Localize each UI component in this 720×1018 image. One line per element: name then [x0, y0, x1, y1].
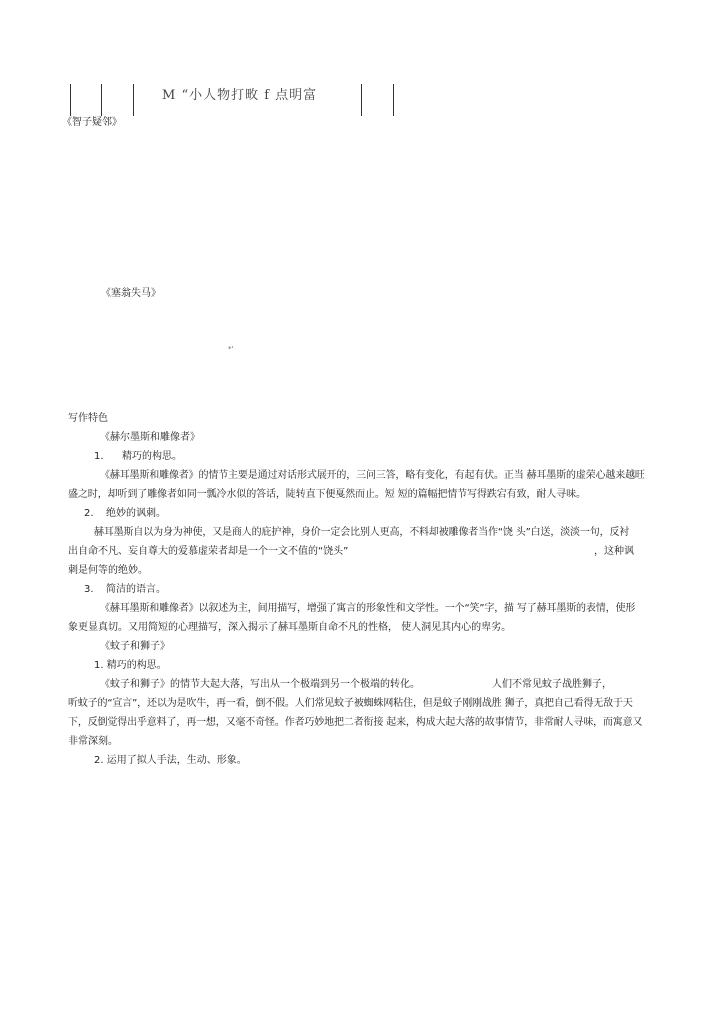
- writing-heading: 写作特色: [68, 413, 108, 424]
- hermes-p1-num: 1.: [94, 451, 104, 462]
- mosquito-p1-heading: 1. 精巧的构思。: [94, 660, 167, 671]
- page-header-title: M “小人物打畋 f 点明富: [162, 88, 318, 103]
- hermes-p2-line2b: ，这种讽: [594, 546, 634, 557]
- mosquito-p1-line3: 下，反倒觉得出乎意料了，再一想，又毫不奇怪。作者巧妙地把二者衔接 起来，构成大起大落的故事情节，非常耐人寻味，而寓意又: [68, 717, 643, 728]
- hermes-title: 《赫尔墨斯和雕像者》: [100, 432, 200, 443]
- mosquito-p1-line1b: 人们不常见蚊子战胜狮子，: [492, 679, 612, 690]
- header-rule-3: [133, 84, 134, 116]
- header-rule-5: [393, 84, 394, 116]
- section-title-saiweng: 《塞翁失马》: [101, 288, 161, 299]
- header-rule-4: [361, 84, 362, 116]
- mosquito-p1-line2: 听蚊子的“宣言”，还以为是吹牛，再一看，倒不假。人们常见蚊子被蜘蛛网粘住，但是蚊子刚刚战胜 狮子，真把自己看得无敌于天: [68, 698, 633, 709]
- hermes-p2-line1: 赫耳墨斯自以为身为神使，又是商人的庇护神，身价一定会比别人更高，不料却被雕像者当作“饶 头”白送，淡淡一句，反衬: [94, 527, 630, 538]
- hermes-p2-line2a: 出自命不凡、妄自尊大的爱慕虚荣者却是一个一文不值的“饶头”: [68, 546, 349, 557]
- hermes-p2-line3: 刺是何等的绝妙。: [68, 565, 148, 576]
- mosquito-p2-heading: 2. 运用了拟人手法，生动、形象。: [94, 755, 247, 766]
- hermes-p3-title: 简洁的语言。: [106, 584, 166, 595]
- hermes-p1-line1: 《赫耳墨斯和雕像者》的情节主要是通过对话形式展开的，三问三答，略有变化，有起有伏。正当 赫耳墨斯的虚荣心越来越旺: [100, 470, 645, 481]
- section-title-zhizi: 《智子疑邻》: [62, 117, 122, 128]
- hermes-p3-line2: 象更显真切。又用简短的心理描写，深入揭示了赫耳墨斯自命不凡的性格， 使人洞见其内心的卑劣。: [68, 622, 512, 633]
- stray-mark: *': [228, 345, 234, 353]
- hermes-p1-title: 精巧的构思。: [122, 451, 182, 462]
- hermes-p3-line1: 《赫耳墨斯和雕像者》以叙述为主，间用描写，增强了寓言的形象性和文学性。一个“笑”字，描 写了赫耳墨斯的表情，使形: [100, 603, 636, 614]
- mosquito-title: 《蚊子和狮子》: [100, 641, 170, 652]
- header-rule-2: [101, 84, 102, 116]
- hermes-p3-num: 3.: [84, 584, 94, 595]
- hermes-p1-line2: 盛之时，却听到了雕像者如同一瓢冷水似的答话，陡转直下便戛然而止。短 短的篇幅把情节写得跌宕有致，耐人寻味。: [68, 489, 586, 500]
- hermes-p2-title: 绝妙的讽刺。: [106, 508, 166, 519]
- mosquito-p1-line1a: 《蚊子和狮子》的情节大起大落，写出从一个极端到另一个极端的转化。: [100, 679, 420, 690]
- hermes-p2-num: 2.: [84, 508, 94, 519]
- mosquito-p1-line4: 非常深刻。: [68, 736, 118, 747]
- header-rule-1: [70, 84, 71, 116]
